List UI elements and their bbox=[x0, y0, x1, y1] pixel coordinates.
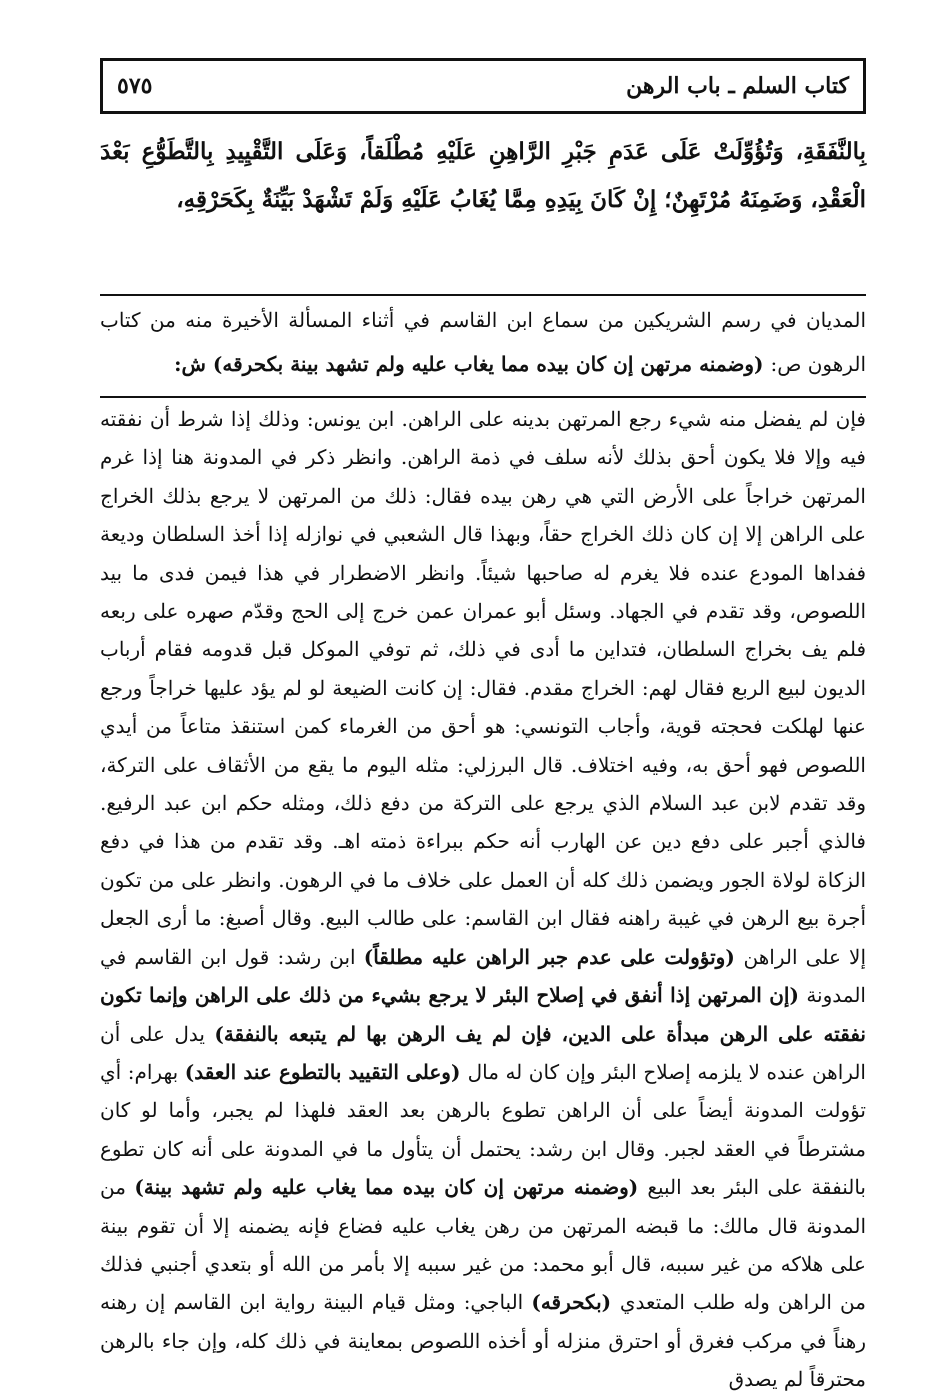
quoted-matn-bold: (إن المرتهن إذا أنفق في إصلاح البئر لا يرجع بشيء من ذلك على الراهن وإنما تكون نفقته على الرهن مبدأة على الدين، فإن لم يف الرهن بها لم يتبعه بالنفقة) bbox=[100, 983, 866, 1046]
quoted-matn-bold: (وضمنه مرتهن إن كان بيده مما يغاب عليه ولم تشهد بينة) bbox=[134, 1175, 648, 1200]
page-number: ٥٧٥ bbox=[117, 73, 153, 99]
commentary-paragraph: يدل على أن الراهن عنده لا يلزمه إصلاح البئر وإن كان له مال bbox=[100, 1021, 866, 1084]
commentary-paragraph: من المدونة قال مالك: ما قبضه المرتهن من رهن يغاب عليه فضاع فإنه يضمنه إلا أن تقوم بينة على هلاكه من غير سببه، قال أبو محمد: من غير سببه إلا بأمر من الله أو بتعدي أجنبي فذلك من الراهن وله طلب المتعدي bbox=[100, 1175, 866, 1315]
commentary-paragraph: بهرام: أي تؤولت المدونة أيضاً على أن الراهن تطوع بالرهن بعد العقد فلهذا لم يجبر، وأما لو كان مشترطاً في العقد لجبر. وقال ابن رشد: يحتمل أن يتأول ما في المدونة على أنه كان تطوع بالنفقة على البئر بعد البيع bbox=[100, 1059, 866, 1200]
commentary-paragraph: الباجي: ومثل قيام البينة رواية ابن القاسم إن رهنه رهناً في مركب فغرق أو احترق منزله أو أخذه اللصوص بمعاينة في ذلك كله، وإن جاء بالرهن محترقاً لم يصدق bbox=[100, 1290, 866, 1392]
matn-text: بِالنَّفَقَةِ، وَتُؤُوِّلَتْ عَلَى عَدَمِ جَبْرِ الرَّاهِنِ عَلَيْهِ مُطْلَقاً، وَعَلَى التَّقْيِيدِ بِالتَّطَوُّعِ بَعْدَ الْعَقْدِ، وَضَمِنَهُ مُرْتَهِنٌ؛ إِنْ كَانَ بِيَدِهِ مِمَّا يُغَابُ عَلَيْهِ وَلَمْ تَشْهَدْ بَيِّنَةٌ بِكَحَرْقِهِ، bbox=[100, 138, 866, 213]
page-header bbox=[100, 58, 866, 114]
quoted-matn-bold: (وضمنه مرتهن إن كان بيده مما يغاب عليه ولم تشهد بينة بكحرقه) ش: bbox=[174, 352, 771, 376]
book-page bbox=[100, 58, 872, 1392]
running-title: كتاب السلم ـ باب الرهن bbox=[626, 73, 849, 99]
quoted-matn-bold: (وتؤولت على عدم جبر الراهن عليه مطلقاً) bbox=[363, 944, 744, 969]
commentary-paragraph: ابن رشد: قول ابن القاسم في المدونة bbox=[100, 944, 866, 1008]
quoted-matn-bold: (وعلى التقييد بالتطوع عند العقد) bbox=[184, 1059, 468, 1084]
commentary-paragraph: فإن لم يفضل منه شيء رجع المرتهن بدينه على الراهن. ابن يونس: وذلك إذا شرط أن نفقته فيه وإلا فلا يكون أحق بذلك لأنه سلف في ذمة الراهن. وانظر ذكر في المدونة هنا إذا غرم المرتهن خراجاً على الأرض التي هي رهن بيده فقال: ذلك من المرتهن لا يرجع بذلك الخراج على الراهن إلا إن كان ذلك الخراج حقاً، وبهذا قال الشعبي في نوازله إذا أخذ السلطان وديعة ففداها المودع عنده فلا يغرم له صاحبها شيئاً. وانظر الاضطرار في هذا فيمن فدى ما بيد اللصوص، وقد تقدم في الجهاد. وسئل أبو عمران عمن خرج إلى الحج وقدّم صهره على ربعه فلم يف بخراج السلطان، فتداين ما أدى في ذلك، ثم توفي الموكل قبل قدومه فقام أرباب الديون لبيع الربع فقال لهم: الخراج مقدم. فقال: إن كانت الضيعة لو لم يؤد عليها خراجاً ورجع عنها لهلكت فحجته قوية، وأجاب التونسي: هو أحق من الغرماء كمن استنقذ متاعاً من أيدي اللصوص فهو أحق به، وفيه اختلاف. قال البرزلي: مثله اليوم ما يقع من الأثقاف على التركة، وقد تقدم لابن عبد السلام الذي يرجع على التركة من دفع ذلك، ومثله حكم ابن عبد الرفيع. فالذي أجبر على دفع دين عن الهارب أنه حكم ببراءة ذمته اهـ. وقد تقدم من هذا في دفع الزكاة لولاة الجور ويضمن ذلك كله أن العمل على خلاف ما في الرهون. وانظر على من تكون أجرة بيع الرهن في غيبة راهنه فقال ابن القاسم: على طالب البيع. وقال أصبغ: ما أرى الجعل إلا على الراهن bbox=[100, 407, 867, 969]
divider-rule bbox=[100, 396, 866, 398]
commentary-intro bbox=[100, 298, 866, 394]
commentary-body bbox=[100, 400, 867, 1392]
commentary-intro-text: المديان في رسم الشريكين من سماع ابن القاسم في أثناء المسألة الأخيرة منه من كتاب الرهون ص: bbox=[100, 308, 866, 376]
quoted-matn-bold: (بكحرقه) bbox=[531, 1290, 620, 1315]
divider-rule bbox=[100, 294, 866, 296]
